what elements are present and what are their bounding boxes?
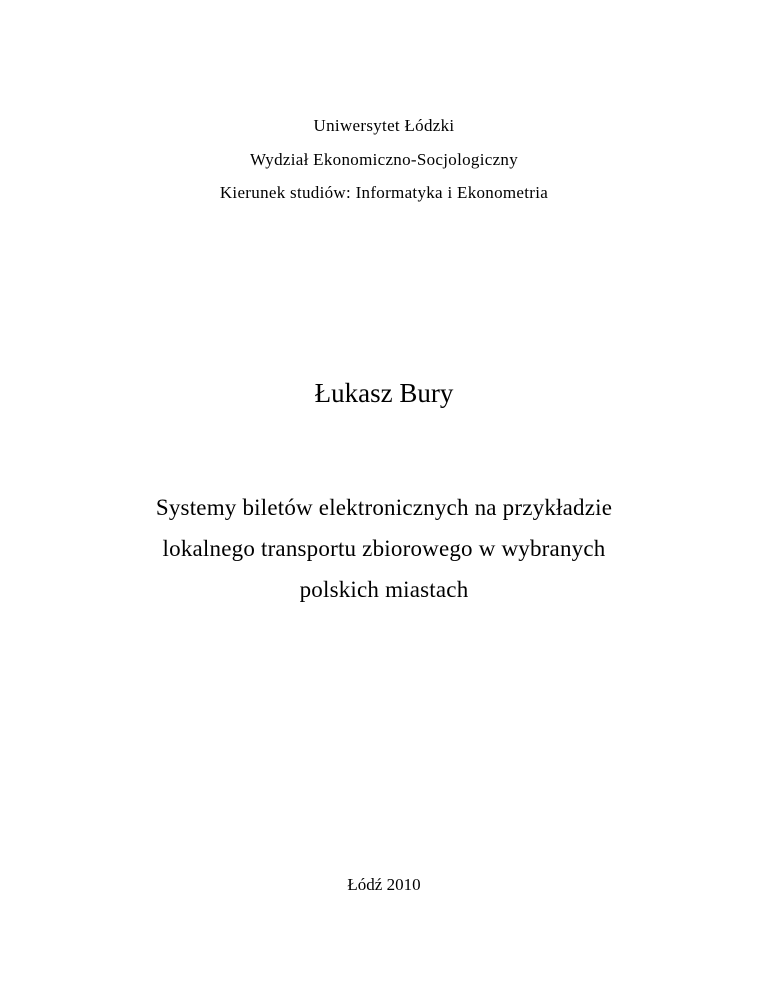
thesis-title-line-3: polskich miastach (299, 577, 469, 602)
author-name: Łukasz Bury (314, 378, 454, 408)
thesis-title-line-1: Systemy biletów elektronicznych na przykładzie (155, 495, 613, 520)
thesis-title-line-2: lokalnego transportu zbiorowego w wybranych (162, 536, 606, 561)
place-and-year: Łódź 2010 (347, 875, 421, 894)
university-name: Uniwersytet Łódzki (313, 116, 455, 135)
field-of-study: Kierunek studiów: Informatyka i Ekonometria (219, 183, 549, 202)
faculty-name: Wydział Ekonomiczno-Socjologiczny (249, 150, 519, 169)
